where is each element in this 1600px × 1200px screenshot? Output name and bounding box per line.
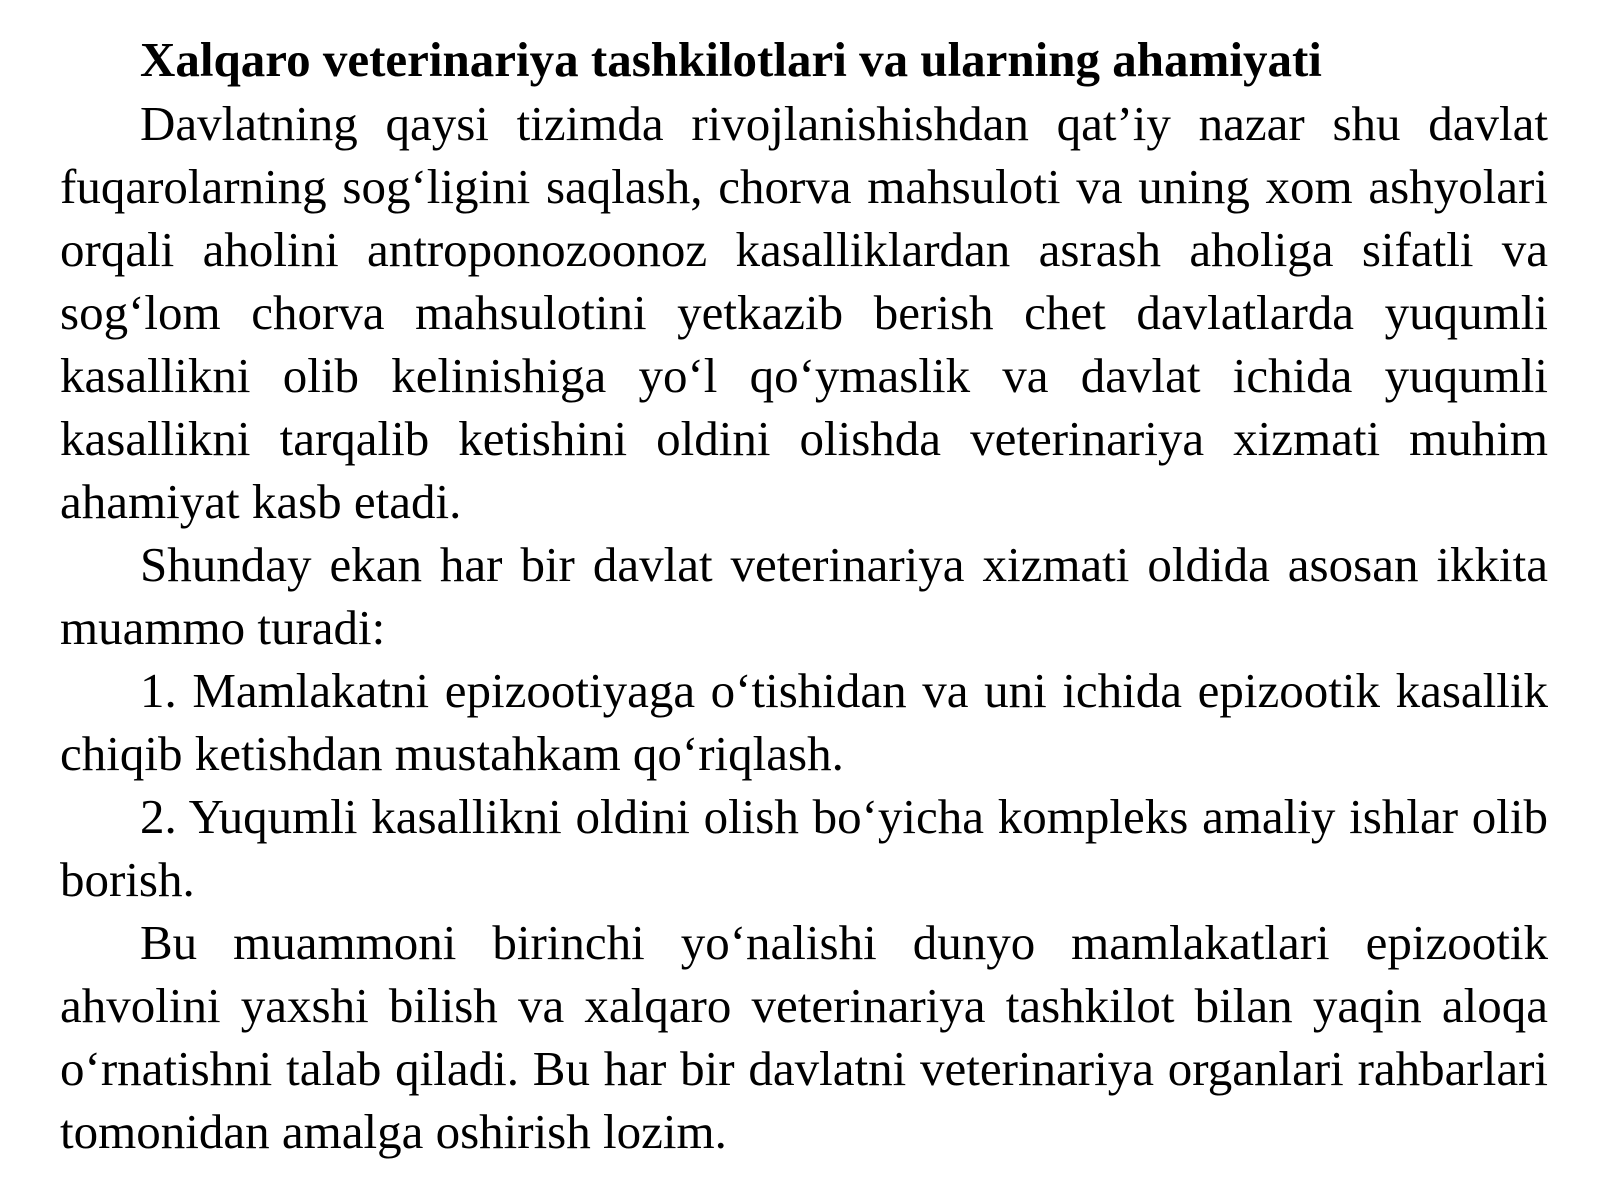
paragraph-conclusion: Bu muammoni birinchi yo‘nalishi dunyo mamlakatlari epizootik ahvolini yaxshi bilish va xalqaro veterinariya tashkilot bilan yaqin aloqa o‘rnatishni talab qiladi. Bu har bir davlatni veterinariya organlari rahbarlari tomonidan amalga oshirish lozim. [60, 915, 1548, 1159]
list-item-2: 2. Yuqumli kasallikni oldini olish bo‘yicha kompleks amaliy ishlar olib borish. [60, 789, 1548, 907]
paragraph-intro: Davlatning qaysi tizimda rivojlanishishdan qat’iy nazar shu davlat fuqarolarning sog‘ligini saqlash, chorva mahsuloti va uning xom ashyolari orqali aholini antroponozoonoz kasalliklardan asrash aholiga sifatli va sog‘lom chorva mahsulotini yetkazib berish chet davlatlarda yuqumli kasallikni olib kelinishiga yo‘l qo‘ymaslik va davlat ichida yuqumli kasallikni tarqalib ketishini oldini olishda veterinariya xizmati muhim ahamiyat kasb etadi. [60, 96, 1548, 529]
document-page [60, 28, 1548, 1163]
document-title: Xalqaro veterinariya tashkilotlari va ularning ahamiyati [140, 32, 1322, 87]
list-item-1: 1. Mamlakatni epizootiyaga o‘tishidan va uni ichida epizootik kasallik chiqib ketishdan mustahkam qo‘riqlash. [60, 663, 1548, 781]
paragraph-problems: Shunday ekan har bir davlat veterinariya xizmati oldida asosan ikkita muammo turadi: [60, 537, 1548, 655]
